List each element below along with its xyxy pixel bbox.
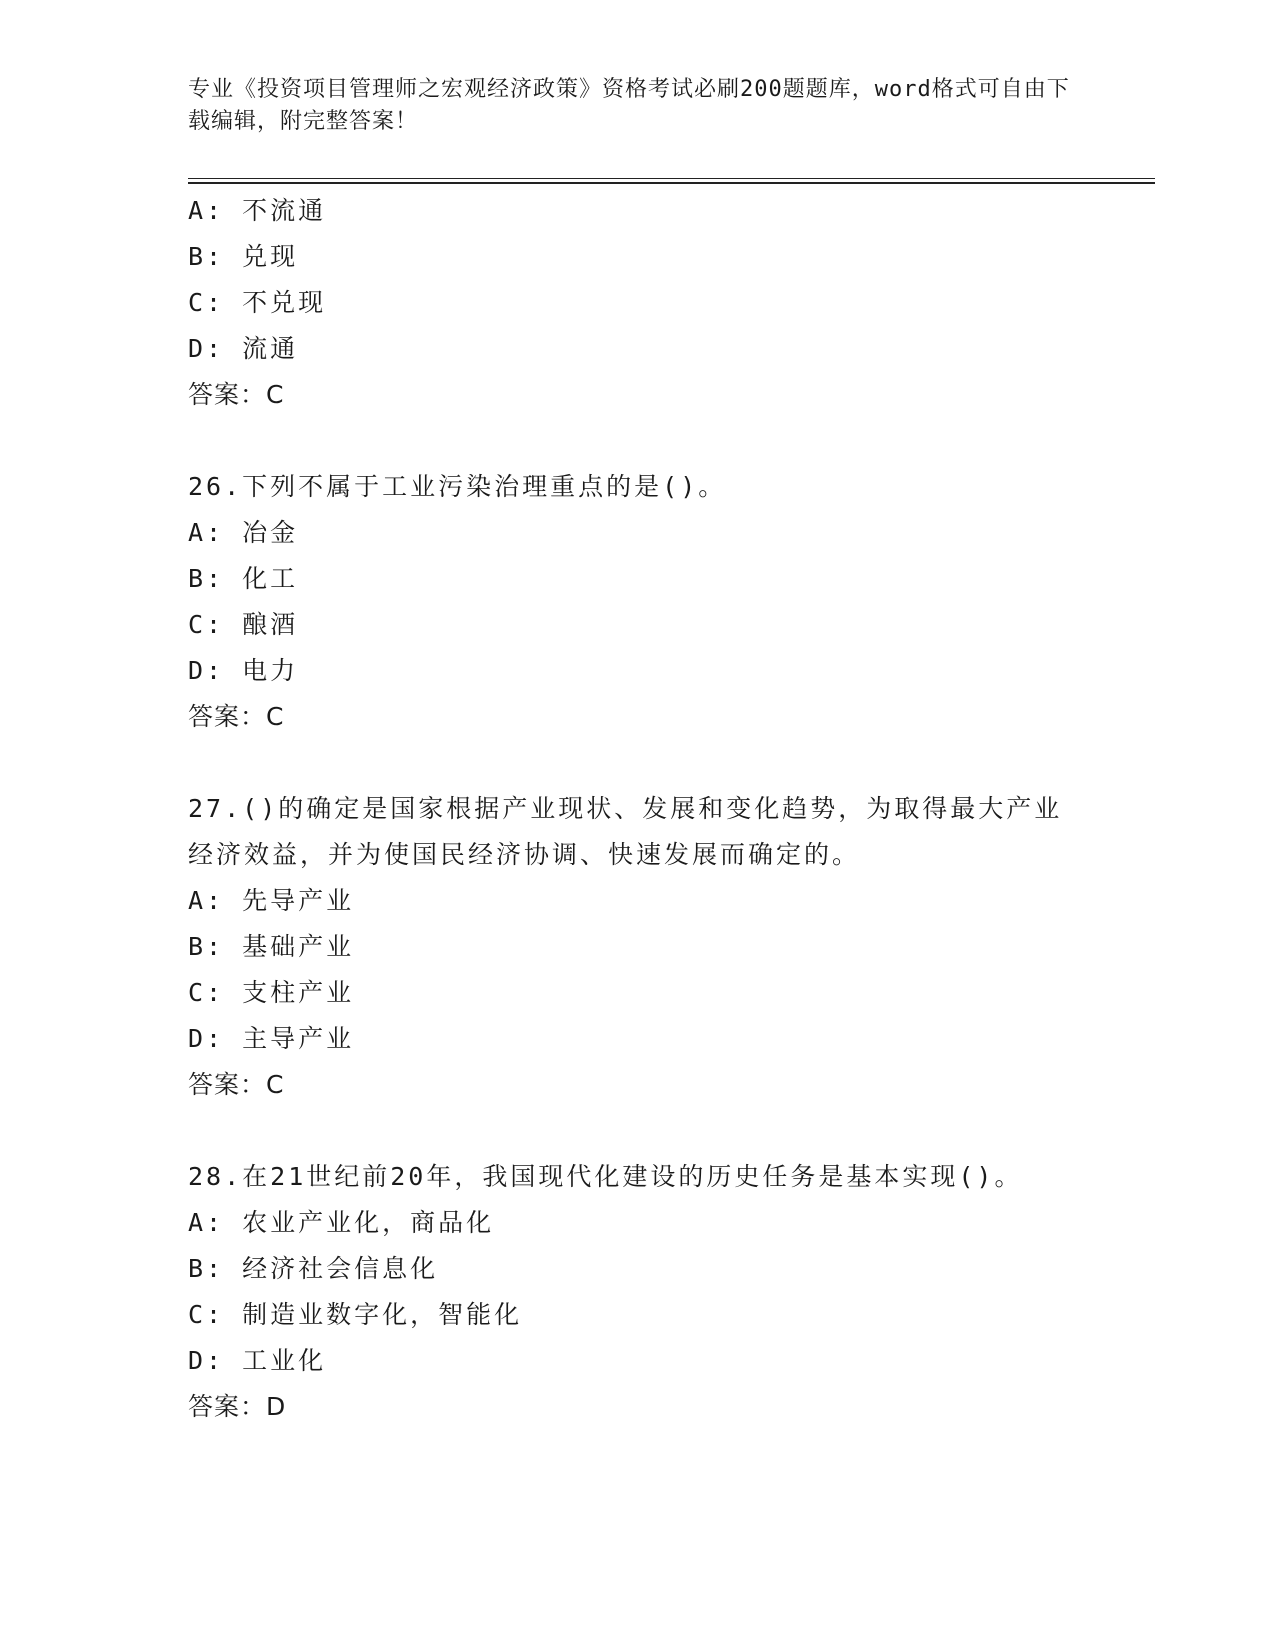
answer-line: 答案：C xyxy=(188,1070,285,1099)
option-c: C: 制造业数字化，智能化 xyxy=(188,1300,523,1329)
question-26 xyxy=(188,464,1088,740)
option-b: B: 兑现 xyxy=(188,242,299,271)
document-header: 专业《投资项目管理师之宏观经济政策》资格考试必刷200题题库，word格式可自由下载编辑，附完整答案！ xyxy=(188,77,1070,134)
question-27 xyxy=(188,786,1088,1108)
option-b: B: 经济社会信息化 xyxy=(188,1254,439,1283)
option-a: A: 先导产业 xyxy=(188,886,355,915)
option-d: D: 工业化 xyxy=(188,1346,327,1375)
option-c: C: 不兑现 xyxy=(188,288,327,317)
header-rule-thin xyxy=(188,178,1155,179)
option-c: C: 酿酒 xyxy=(188,610,299,639)
answer-line: 答案：D xyxy=(188,1392,287,1421)
question-stem: 28.在21世纪前20年，我国现代化建设的历史任务是基本实现()。 xyxy=(188,1162,1023,1191)
question-28 xyxy=(188,1154,1088,1430)
option-a: A: 冶金 xyxy=(188,518,299,547)
option-b: B: 化工 xyxy=(188,564,299,593)
option-d: D: 流通 xyxy=(188,334,299,363)
question-stem: 26.下列不属于工业污染治理重点的是()。 xyxy=(188,472,727,501)
document-content xyxy=(188,188,1088,1430)
question-stem: 27.()的确定是国家根据产业现状、发展和变化趋势，为取得最大产业经济效益，并为使国民经济协调、快速发展而确定的。 xyxy=(188,794,1063,869)
option-a: A: 不流通 xyxy=(188,196,327,225)
answer-line: 答案：C xyxy=(188,380,285,409)
header-rule-thick xyxy=(188,182,1155,184)
option-a: A: 农业产业化，商品化 xyxy=(188,1208,495,1237)
option-d: D: 主导产业 xyxy=(188,1024,355,1053)
option-c: C: 支柱产业 xyxy=(188,978,355,1007)
option-d: D: 电力 xyxy=(188,656,299,685)
answer-line: 答案：C xyxy=(188,702,285,731)
question-25-continued xyxy=(188,188,1088,418)
option-b: B: 基础产业 xyxy=(188,932,355,961)
